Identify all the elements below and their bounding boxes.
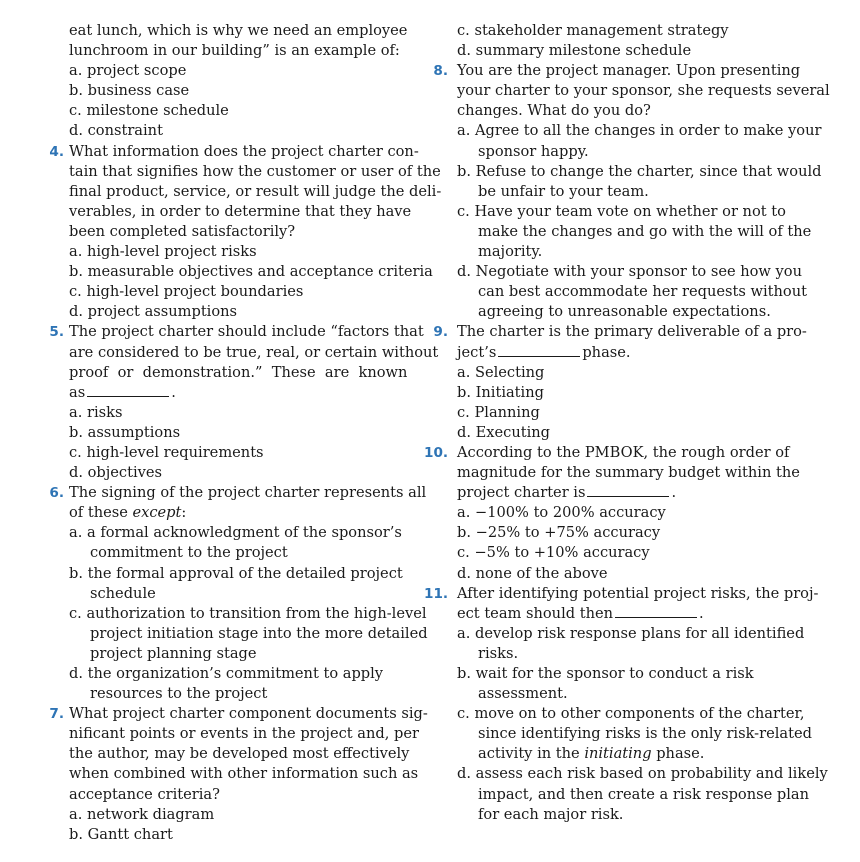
text: activity in the — [478, 745, 585, 763]
option-b: b. Refuse to change the charter, since that would — [457, 162, 822, 180]
text-line: are considered to be true, real, or certain without — [69, 343, 439, 361]
option-b: b. Initiating — [457, 383, 544, 401]
option-b: b. wait for the sponsor to conduct a risk — [457, 665, 754, 682]
option-d: d. Negotiate with your sponsor to see how you — [457, 263, 802, 281]
emphasis: except — [132, 504, 182, 522]
option-a: a. −100% to 200% accuracy — [457, 504, 666, 522]
text-line: What information does the project charter con- — [69, 142, 419, 160]
text-line: eat lunch, which is why we need an employee — [69, 22, 408, 39]
option-d: d. Executing — [457, 423, 550, 441]
option-continuation: be unfair to your team. — [478, 182, 649, 200]
option-d: d. none of the above — [457, 564, 608, 582]
option-continuation: commitment to the project — [90, 544, 288, 562]
option-a: a. Agree to all the changes in order to make your — [457, 122, 822, 140]
text-line: tain that signifies how the customer or user of the — [69, 162, 441, 180]
option-continuation: since identifying risks is the only risk-related — [478, 725, 812, 743]
text-line: your charter to your sponsor, she requests several — [457, 82, 830, 100]
text-line: What project charter component documents sig- — [69, 705, 428, 723]
text-line: After identifying potential project risks, the proj- — [457, 584, 819, 602]
answer-blank — [87, 384, 169, 397]
option-a: a. network diagram — [69, 805, 215, 823]
option-continuation: can best accommodate her requests without — [478, 283, 807, 301]
text-line — [457, 483, 804, 503]
text-line — [457, 604, 804, 624]
option-d: d. assess each risk based on probability and likely — [457, 765, 828, 783]
option-c: c. −5% to +10% accuracy — [457, 544, 650, 562]
option-c: c. milestone schedule — [69, 102, 229, 120]
text-line: The signing of the project charter represents all — [69, 484, 427, 502]
text-line — [69, 503, 393, 523]
question-number: 6. — [49, 485, 64, 502]
answer-blank — [587, 484, 669, 497]
question-7-continuation — [436, 21, 804, 61]
text-line: when combined with other information such as — [69, 765, 419, 783]
text-line: According to the PMBOK, the rough order of — [457, 443, 790, 461]
text: phase. — [651, 745, 705, 763]
option-b: b. the formal approval of the detailed project — [69, 564, 403, 582]
option-a: a. risks — [69, 403, 123, 421]
question-7 — [48, 704, 428, 845]
option-c: c. stakeholder management strategy — [457, 22, 729, 39]
option-a: a. a formal acknowledgment of the sponsor’s — [69, 524, 402, 542]
option-d: d. project assumptions — [69, 303, 238, 321]
question-9 — [433, 322, 807, 443]
option-c: c. high-level requirements — [69, 443, 264, 461]
text-line: verables, in order to determine that they have — [69, 202, 412, 220]
text-line: You are the project manager. Upon presenting — [457, 62, 801, 80]
option-continuation: agreeing to unreasonable expectations. — [478, 303, 771, 321]
option-b: b. assumptions — [69, 423, 181, 441]
option-d: d. objectives — [69, 464, 162, 482]
question-number: 9. — [433, 324, 448, 341]
text: project charter is — [457, 484, 586, 502]
option-d: d. summary milestone schedule — [457, 42, 692, 60]
option-b: b. measurable objectives and acceptance criteria — [69, 263, 433, 281]
answer-blank — [498, 344, 580, 357]
question-number: 11. — [424, 585, 449, 602]
right-column — [424, 21, 830, 825]
text-line — [457, 343, 804, 363]
text-line: been completed satisfactorily? — [69, 222, 296, 240]
option-continuation: impact, and then create a risk response plan — [478, 785, 809, 803]
option-continuation: assessment. — [478, 685, 568, 703]
option-c: c. high-level project boundaries — [69, 283, 304, 301]
option-a: a. high-level project risks — [69, 243, 257, 261]
option-continuation: make the changes and go with the will of the — [478, 222, 812, 240]
text-line: the author, may be developed most effectively — [69, 745, 410, 763]
option-d: d. constraint — [69, 122, 163, 140]
question-number: 10. — [424, 444, 449, 461]
text-line: nificant points or events in the project and, per — [69, 725, 419, 743]
text-line: The charter is the primary deliverable of a pro- — [457, 323, 807, 341]
question-10 — [424, 443, 804, 584]
option-continuation: for each major risk. — [478, 805, 624, 823]
text: : — [181, 504, 187, 522]
question-6 — [48, 483, 428, 704]
option-c: c. authorization to transition from the high-level — [69, 604, 427, 622]
answer-blank — [615, 605, 697, 618]
question-11 — [424, 584, 828, 825]
question-8 — [433, 61, 830, 322]
text: phase. — [582, 343, 631, 361]
text-line: acceptance criteria? — [69, 785, 220, 803]
option-continuation — [457, 744, 804, 764]
text-line: The project charter should include “factors that — [69, 323, 424, 341]
text: . — [671, 484, 677, 502]
text: . — [171, 383, 176, 401]
option-b: b. business case — [69, 82, 190, 100]
option-a: a. project scope — [69, 62, 187, 80]
option-continuation: schedule — [90, 584, 156, 602]
option-continuation: project initiation stage into the more detailed — [90, 624, 428, 642]
option-continuation: sponsor happy. — [478, 142, 589, 160]
text-line: lunchroom in our building” is an example of: — [69, 42, 400, 60]
text: . — [699, 604, 704, 622]
option-a: a. develop risk response plans for all identified — [457, 624, 805, 642]
option-continuation: majority. — [478, 243, 543, 261]
text-line — [69, 383, 393, 403]
option-a: a. Selecting — [457, 363, 545, 381]
question-3-continuation — [48, 21, 408, 142]
text: of these — [69, 504, 133, 522]
question-number: 8. — [433, 63, 448, 80]
text-line: changes. What do you do? — [457, 102, 651, 120]
emphasis: initiating — [584, 745, 652, 763]
text-line: final product, service, or result will judge the deli- — [69, 182, 442, 200]
option-continuation: project planning stage — [90, 644, 257, 662]
question-number: 5. — [49, 324, 64, 341]
question-4 — [48, 142, 442, 323]
option-continuation: risks. — [478, 644, 519, 662]
option-b: b. Gantt chart — [69, 825, 173, 843]
text-line: proof or demonstration.” These are known — [69, 363, 408, 381]
option-c: c. move on to other components of the charter, — [457, 705, 805, 723]
option-c: c. Have your team vote on whether or not to — [457, 202, 786, 220]
text: ect team should then — [457, 604, 614, 622]
text: as — [69, 383, 86, 401]
option-b: b. −25% to +75% accuracy — [457, 524, 661, 542]
text: ject’s — [457, 343, 497, 361]
question-number: 4. — [49, 143, 64, 160]
option-continuation: resources to the project — [90, 685, 268, 703]
option-c: c. Planning — [457, 403, 540, 421]
question-number: 7. — [49, 706, 64, 723]
text-line: magnitude for the summary budget within the — [457, 464, 800, 482]
option-d: d. the organization’s commitment to apply — [69, 665, 384, 682]
